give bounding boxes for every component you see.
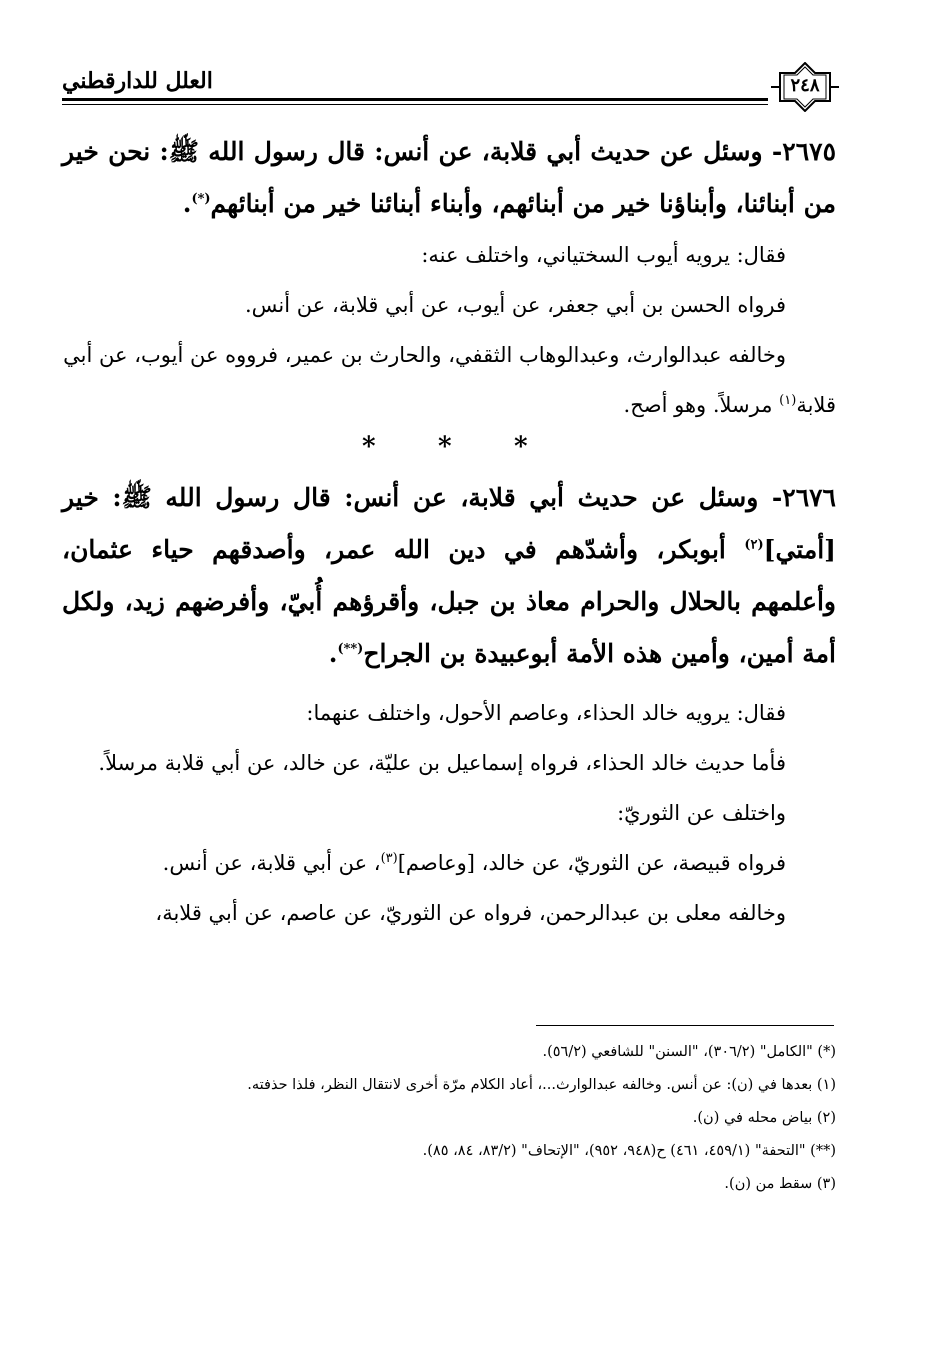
header-rule-thin <box>62 104 768 105</box>
footnote-ref: (**) <box>337 641 364 657</box>
main-text <box>62 126 836 938</box>
hadith-text: وسئل عن حديث أبي قلابة، عن أنس: قال رسول الله ﷺ: نحن خير من أبنائنا، وأبناؤنا خير من أبنائهم، وأبناء أبنائنا خير من أبنائهم <box>62 137 836 218</box>
footnote: (١) بعدها في (ن): عن أنس. وخالفه عبدالوارث...، أعاد الكلام مرّة أخرى لانتقال النظر، فلذا حذفته. <box>247 1077 836 1093</box>
page-number-badge <box>770 62 840 112</box>
separator-star: * <box>362 432 376 462</box>
paragraph: واختلف عن الثوريّ: <box>617 801 786 825</box>
paragraph-text: وخالفه عبدالوارث، وعبدالوهاب الثقفي، والحارث بن عمير، فرووه عن أيوب، عن أبي قلابة <box>63 343 836 417</box>
paragraph-text: مرسلاً. وهو أصح. <box>623 393 773 417</box>
footnote: (٢) بياض محله في (ن). <box>692 1110 836 1126</box>
footnote: (**) "التحفة" (٤٥٩/١، ٤٦١) ح(٩٤٨، ٩٥٢)، "الإتحاف" (٨٣/٢، ٨٤، ٨٥). <box>422 1143 836 1159</box>
hadith-number: ٢٦٧٦- <box>771 483 836 512</box>
footnote-ref: (٢) <box>744 537 764 553</box>
footnote-separator <box>536 1025 834 1026</box>
section-separator <box>62 430 836 464</box>
paragraph: وخالفه معلى بن عبدالرحمن، فرواه عن الثوريّ، عن عاصم، عن أبي قلابة، <box>155 901 786 925</box>
book-title: العلل للدارقطني <box>62 68 213 94</box>
hadith-text: وسئل عن حديث أبي قلابة، عن أنس: قال رسول الله ﷺ: خير [أمتي] <box>62 483 836 564</box>
separator-star: * <box>438 432 452 462</box>
hadith-2675: ٢٦٧٥- وسئل عن حديث أبي قلابة، عن أنس: قال رسول الله ﷺ: نحن خير من أبنائنا، وأبناؤنا خير من أبنائهم، وأبناء أبنائنا خير من أبنائهم(*). <box>62 137 836 218</box>
hadith-text: أبوبكر، وأشدّهم في دين الله عمر، وأصدقهم حياء عثمان، وأعلمهم بالحلال والحرام معاذ بن جبل، وأقرؤهم أُبيّ، وأفرضهم زيد، ولكل أمة أمين، وأمين هذه الأمة أبوعبيدة بن الجراح <box>62 535 836 668</box>
paragraph <box>62 838 836 888</box>
footnote-ref: (*) <box>191 191 211 207</box>
hadith-number: ٢٦٧٥- <box>771 137 836 166</box>
footnote: (٣) سقط من (ن). <box>724 1176 836 1192</box>
page-number: ٢٤٨ <box>790 75 820 96</box>
separator-star: * <box>514 432 528 462</box>
paragraph-text: فرواه قبيصة، عن الثوريّ، عن خالد، [وعاصم] <box>397 851 786 875</box>
paragraph: فقال: يرويه أيوب السختياني، واختلف عنه: <box>421 243 786 267</box>
footnote-ref: (١) <box>779 393 797 408</box>
footnote-ref: (٣) <box>380 851 398 866</box>
paragraph <box>62 330 836 430</box>
page-header <box>62 62 840 112</box>
hadith-2676: ٢٦٧٦- وسئل عن حديث أبي قلابة، عن أنس: قال رسول الله ﷺ: خير [أمتي]$^{(٢)}$ أبوبكر، وأشدّهم في دين الله عمر، وأصدقهم حياء عثمان، وأعلمهم بالحلال والحرام معاذ بن جبل، وأقرؤهم أُبيّ، وأفرضهم زيد، ولكل أمة أمين، وأمين هذه الأمة أبوعبيدة بن الجراح(**). <box>62 483 836 668</box>
paragraph: فرواه الحسن بن أبي جعفر، عن أيوب، عن أبي قلابة، عن أنس. <box>244 293 786 317</box>
footnote: (*) "الكامل" (٣٠٦/٢)، "السنن" للشافعي (٥٦/٢). <box>542 1044 836 1060</box>
footnotes <box>62 1036 836 1201</box>
paragraph: فأما حديث خالد الحذاء، فرواه إسماعيل بن عليّة، عن خالد، عن أبي قلابة مرسلاً. <box>98 751 786 775</box>
header-rule-thick <box>62 98 768 101</box>
paragraph: فقال: يرويه خالد الحذاء، وعاصم الأحول، واختلف عنهما: <box>306 701 786 725</box>
paragraph-text: ، عن أبي قلابة، عن أنس. <box>162 851 381 875</box>
